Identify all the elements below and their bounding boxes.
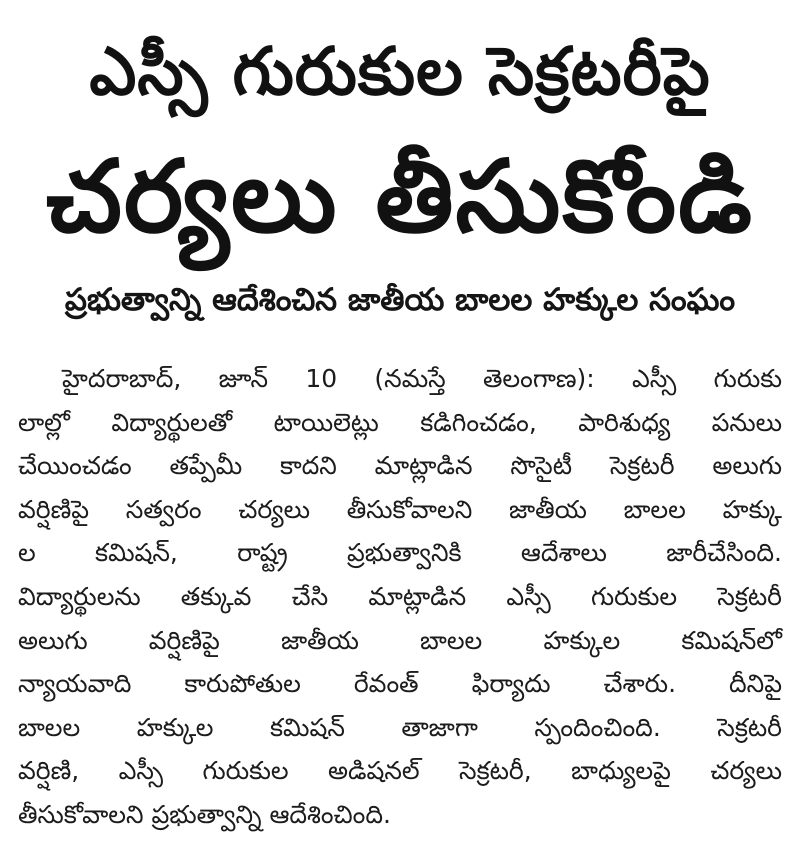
- body-line: అలుగు వర్షిణిపై జాతీయ బాలల హక్కుల కమిషన్‌లో: [18, 625, 782, 655]
- body-line: హైదరాబాద్, జూన్ 10 (నమస్తే తెలంగాణ): ఎస్సీ గురుకు: [62, 364, 782, 393]
- body-line: లాల్లో విద్యార్థులతో టాయిలెట్లు కడిగించడం, పారిశుధ్య పనులు: [18, 407, 782, 437]
- body-line: వర్షిణి, ఎస్సీ గురుకుల అడిషనల్ సెక్రటరీ, బాధ్యులపై చర్యలు: [18, 756, 782, 786]
- body-line: చేయించడం తప్పేమీ కాదని మాట్లాడిన సొసైటీ సెక్రటరీ అలుగు: [18, 451, 782, 481]
- body-line: వర్షిణిపై సత్వరం చర్యలు తీసుకోవాలని జాతీయ బాలల హక్కు: [18, 494, 782, 524]
- headline-line-1: ఎస్సీ గురుకుల సెక్రటరీపై: [89, 33, 711, 110]
- article-body: [18, 357, 782, 837]
- body-line: తీసుకోవాలని ప్రభుత్వాన్ని ఆదేశించింది.: [18, 799, 391, 829]
- body-line: బాలల హక్కుల కమిషన్ తాజాగా స్పందించింది. సెక్రటరీ: [18, 712, 782, 742]
- headline-line-2: చర్యలు తీసుకోండి: [45, 138, 755, 255]
- body-line: న్యాయవాది కారుపోతుల రేవంత్ ఫిర్యాదు చేశారు. దీనిపై: [18, 669, 782, 699]
- body-line: ల కమిషన్, రాష్ట్ర ప్రభుత్వానికి ఆదేశాలు జారీచేసింది.: [18, 538, 782, 568]
- body-line: విద్యార్థులను తక్కువ చేసి మాట్లాడిన ఎస్సీ గురుకుల సెక్రటరీ: [18, 581, 782, 611]
- subheading: ప్రభుత్వాన్ని ఆదేశించిన జాతీయ బాలల హక్కుల సంఘం: [64, 282, 736, 318]
